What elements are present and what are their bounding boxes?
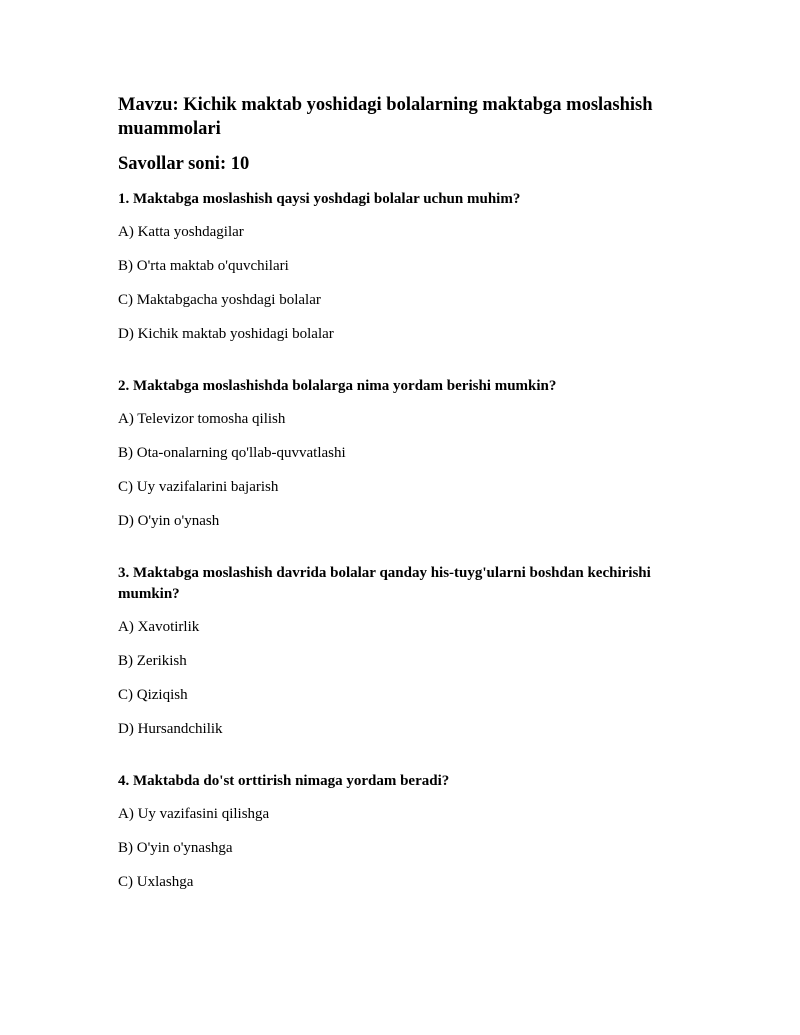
answer-option: A) Xavotirlik <box>118 619 200 635</box>
question-item <box>118 771 708 893</box>
answer-option: D) O'yin o'ynash <box>118 513 220 529</box>
answer-option: A) Uy vazifasini qilishga <box>118 806 270 822</box>
question-text: 2. Maktabga moslashishda bolalarga nima yordam berishi mumkin? <box>118 378 557 394</box>
answer-option: B) Ota-onalarning qo'llab-quvvatlashi <box>118 445 346 461</box>
answer-option: C) Maktabgacha yoshdagi bolalar <box>118 292 321 308</box>
question-item <box>118 189 708 345</box>
question-text: 4. Maktabda do'st orttirish nimaga yordam beradi? <box>118 773 450 789</box>
answer-option: C) Uy vazifalarini bajarish <box>118 479 279 495</box>
question-item <box>118 563 708 740</box>
question-item <box>118 376 708 532</box>
document-topic: Mavzu: Kichik maktab yoshidagi bolalarning maktabga moslashish muammolari <box>118 95 653 139</box>
question-count: Savollar soni: 10 <box>118 154 250 174</box>
answer-option: A) Katta yoshdagilar <box>118 224 244 240</box>
answer-option: A) Televizor tomosha qilish <box>118 411 286 427</box>
answer-option: D) Hursandchilik <box>118 721 223 737</box>
document-page <box>118 93 708 924</box>
answer-option: B) O'rta maktab o'quvchilari <box>118 258 289 274</box>
answer-option: B) Zerikish <box>118 653 187 669</box>
question-list <box>118 189 708 893</box>
question-text: 3. Maktabga moslashish davrida bolalar qanday his-tuyg'ularni boshdan kechirishi mumkin? <box>118 565 651 602</box>
question-text: 1. Maktabga moslashish qaysi yoshdagi bolalar uchun muhim? <box>118 191 521 207</box>
answer-option: C) Uxlashga <box>118 874 194 890</box>
answer-option: C) Qiziqish <box>118 687 188 703</box>
answer-option: B) O'yin o'ynashga <box>118 840 233 856</box>
answer-option: D) Kichik maktab yoshidagi bolalar <box>118 326 334 342</box>
